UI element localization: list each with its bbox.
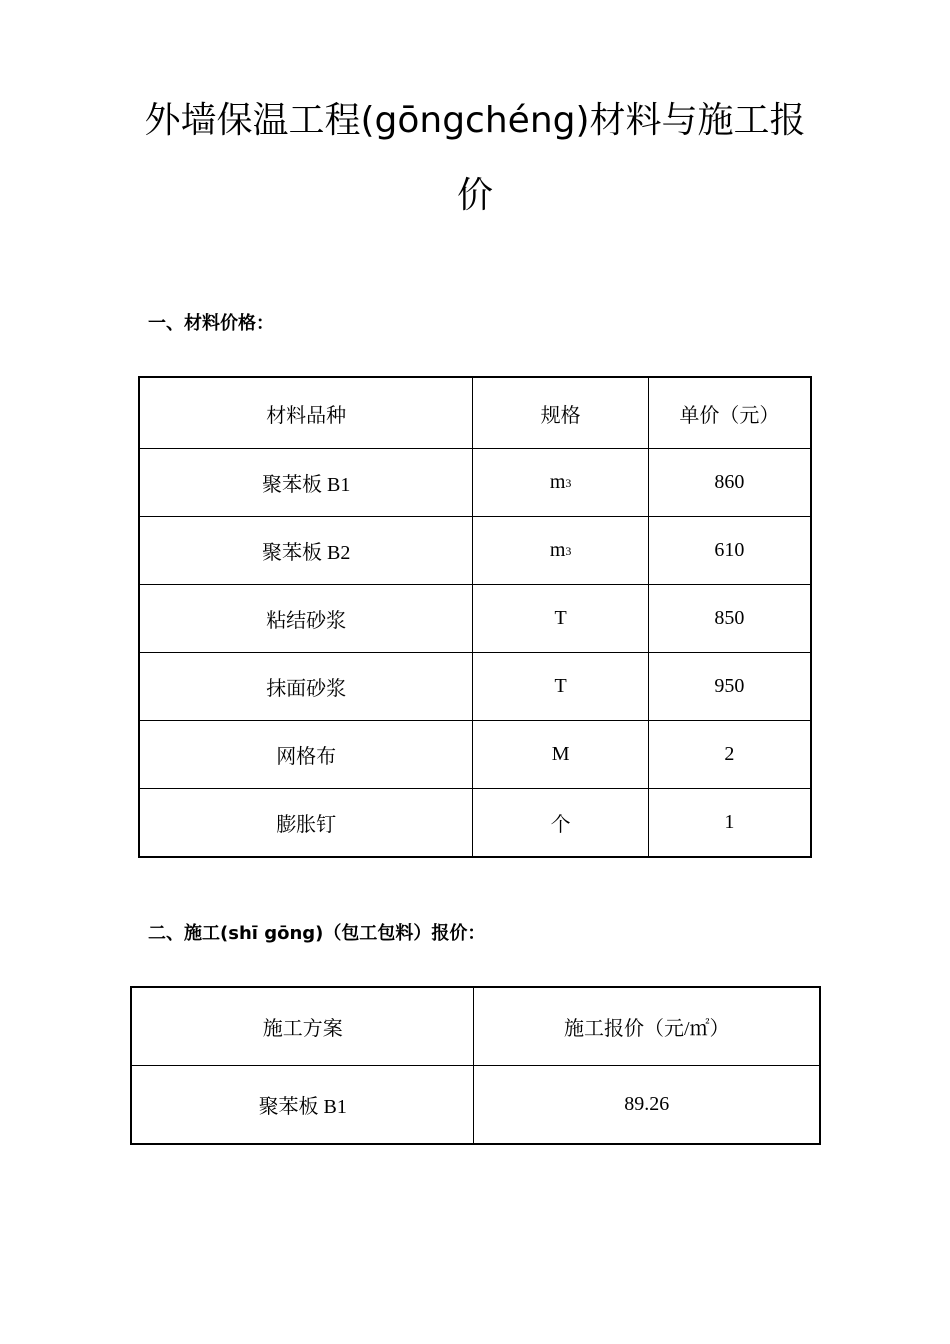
unit-base: M [551, 743, 570, 765]
unit-base: m [549, 539, 566, 561]
table-row [139, 653, 811, 721]
material-name: 膨胀钉 [139, 789, 473, 858]
unit-base: 个 [550, 814, 571, 836]
material-name: 抹面砂浆 [139, 653, 473, 721]
table-header-row [139, 377, 811, 449]
construction-plan: 聚苯板 B1 [131, 1066, 474, 1145]
header-specification: 规格 [473, 377, 648, 449]
table-row [139, 517, 811, 585]
material-unit [473, 449, 648, 517]
unit-superscript: 3 [565, 476, 572, 490]
document-title-line-2: 价 [456, 175, 493, 216]
header-unit-price: 单价（元） [648, 377, 811, 449]
table-row [131, 1066, 820, 1145]
unit-base: m [549, 471, 566, 493]
material-name: 网格布 [139, 721, 473, 789]
section-heading-material-prices: 一、材料价格： [148, 313, 274, 334]
material-name: 聚苯板 B1 [139, 449, 473, 517]
material-unit [473, 653, 648, 721]
header-construction-plan: 施工方案 [131, 987, 474, 1066]
material-price: 1 [648, 789, 811, 858]
table-row [139, 789, 811, 858]
material-price: 950 [648, 653, 811, 721]
table-row [139, 721, 811, 789]
material-name: 聚苯板 B2 [139, 517, 473, 585]
material-price: 860 [648, 449, 811, 517]
material-name: 粘结砂浆 [139, 585, 473, 653]
section-heading-construction-quote: 二、施工(shī gōng)（包工包料）报价： [148, 923, 486, 944]
table-row [139, 449, 811, 517]
construction-quote-table [130, 986, 821, 1145]
unit-base: T [554, 607, 567, 629]
material-unit [473, 721, 648, 789]
table-header-row [131, 987, 820, 1066]
table-row [139, 585, 811, 653]
material-unit [473, 789, 648, 858]
material-unit [473, 585, 648, 653]
document-title-line-1: 外墙保温工程(gōngchéng)材料与施工报 [144, 100, 806, 141]
material-price: 2 [648, 721, 811, 789]
construction-price: 89.26 [474, 1066, 820, 1145]
unit-base: T [554, 675, 567, 697]
material-price: 610 [648, 517, 811, 585]
unit-superscript: 3 [565, 544, 572, 558]
material-unit [473, 517, 648, 585]
materials-price-table [138, 376, 812, 858]
header-construction-price: 施工报价（元/㎡） [474, 987, 820, 1066]
header-material-type: 材料品种 [139, 377, 473, 449]
material-price: 850 [648, 585, 811, 653]
